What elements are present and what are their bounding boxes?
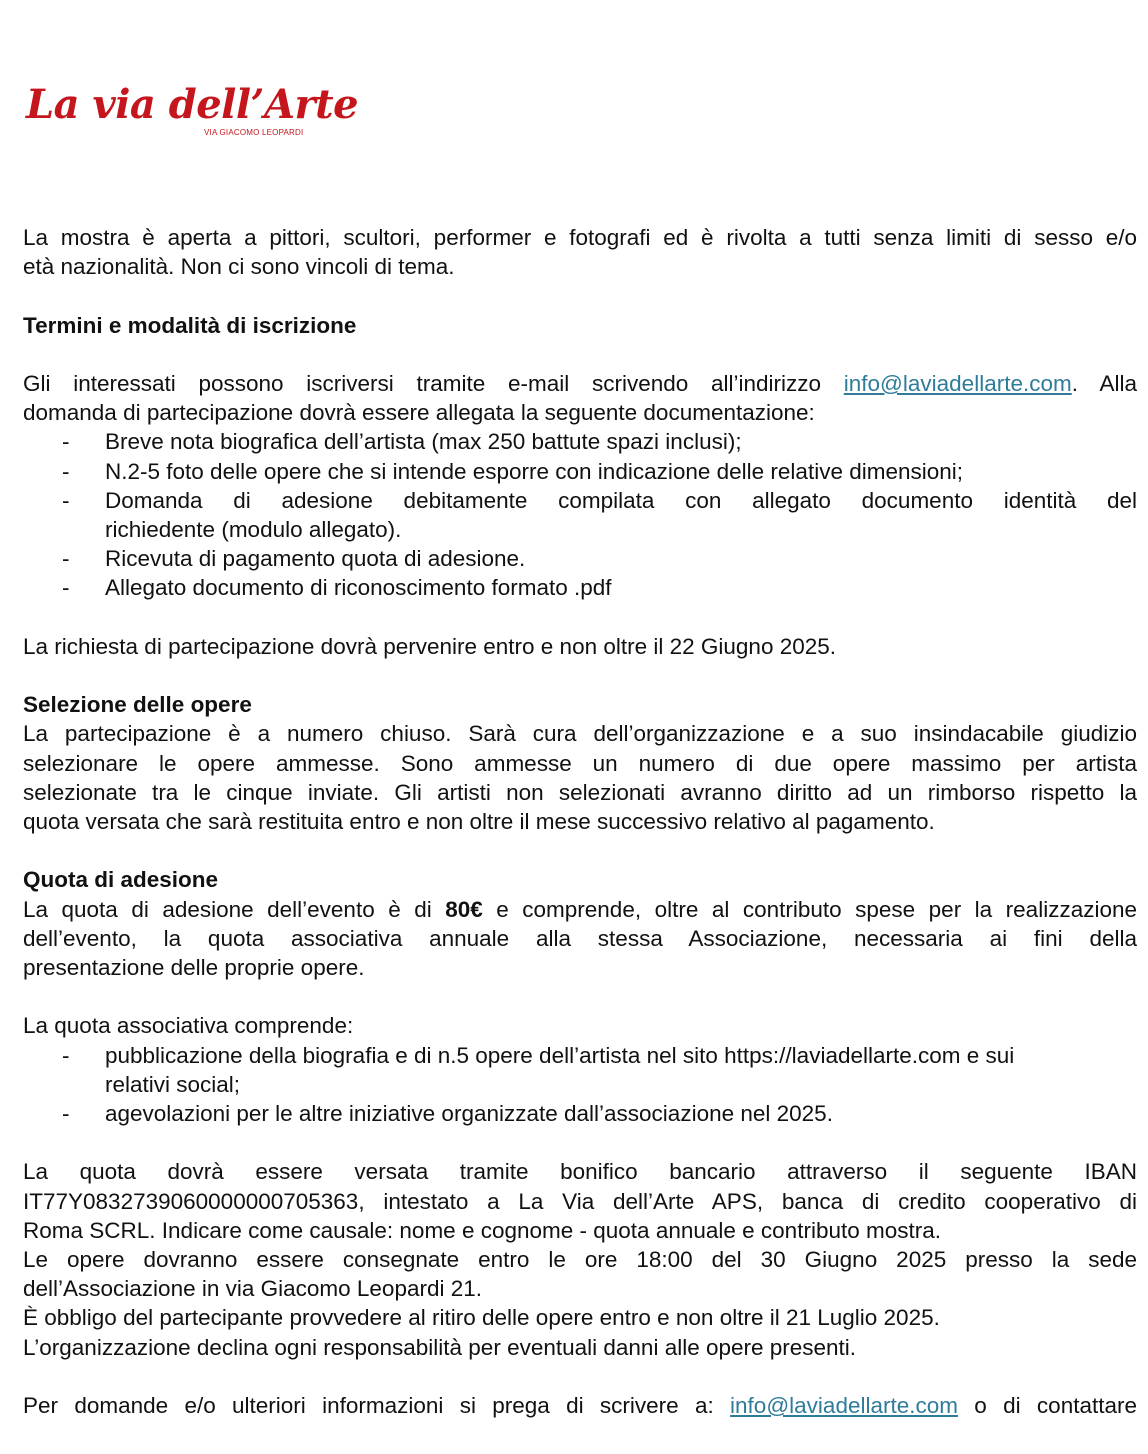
iscrizione-paragraph-line-1 xyxy=(23,369,1137,398)
list-item-continuation xyxy=(23,515,1137,544)
pagamento-line: La quota dovrà essere versata tramite bonifico bancario attraverso il seguente IBAN xyxy=(23,1159,1137,1185)
logo xyxy=(26,81,359,142)
pagamento-line: Roma SCRL. Indicare come causale: nome e cognome - quota annuale e contributo mostra. xyxy=(23,1217,941,1243)
contatti-text: Per domande e/o ulteriori informazioni si prega di scrivere a: xyxy=(23,1393,731,1418)
iscrizione-text-after: . Alla xyxy=(1071,370,1137,396)
pagamento-line: L’organizzazione declina ogni responsabilità per eventuali danni alle opere presenti. xyxy=(23,1334,857,1360)
list-item-continuation xyxy=(23,1070,1137,1099)
documentation-list xyxy=(23,427,1137,602)
selezione-line: quota versata che sarà restituita entro e non oltre il mese successivo relativo al pagamento. xyxy=(23,809,935,834)
email-link[interactable]: info@laviadellarte.com xyxy=(843,370,1072,396)
list-item-continuation-text: richiedente (modulo allegato). xyxy=(105,517,402,542)
intro-line-1: La mostra è aperta a pittori, scultori, performer e fotografi ed è rivolta a tutti senza limiti di sesso e/o xyxy=(23,225,1137,250)
contatti-line xyxy=(23,1391,1137,1420)
list-item: - pubblicazione della biografia e di n.5 opere dell’artista nel sito https://laviadellarte.com e sui xyxy=(23,1041,1137,1070)
pagamento-line: dell’Associazione in via Giacomo Leopardi 21. xyxy=(23,1276,483,1302)
section-heading-iscrizione: Termini e modalità di iscrizione xyxy=(23,312,357,338)
quota-line-3: presentazione delle proprie opere. xyxy=(23,955,365,980)
list-item: - Allegato documento di riconoscimento formato .pdf xyxy=(23,573,1137,602)
quota-line-2: dell’evento, la quota associativa annuale alla stessa Associazione, necessaria ai fini della xyxy=(23,925,1137,951)
iscrizione-text: Gli interessati possono iscriversi tramite e-mail scrivendo all’indirizzo xyxy=(23,370,844,396)
selezione-line: selezionate tra le cinque inviate. Gli artisti non selezionati avranno diritto ad un rimborso rispetto la xyxy=(23,779,1137,805)
section-heading-selezione: Selezione delle opere xyxy=(23,692,252,718)
quota-text-after: e comprende, oltre al contributo spese per la realizzazione xyxy=(482,896,1137,922)
pagamento-line: IT77Y0832739060000000705363, intestato a La Via dell’Arte APS, banca di credito cooperativo di xyxy=(23,1188,1137,1214)
document-body xyxy=(23,223,1137,1420)
selezione-line: selezionare le opere ammesse. Sono ammesse un numero di due opere massimo per artista xyxy=(23,750,1137,776)
list-item: - Ricevuta di pagamento quota di adesione. xyxy=(23,544,1137,573)
selezione-line: La partecipazione è a numero chiuso. Sarà cura dell’organizzazione e a suo insindacabile giudizio xyxy=(23,721,1137,747)
email-link[interactable]: info@laviadellarte.com xyxy=(730,1393,958,1418)
intro-line-2: età nazionalità. Non ci sono vincoli di tema. xyxy=(23,254,455,280)
deadline-text: La richiesta di partecipazione dovrà pervenire entro e non oltre il 22 Giugno 2025. xyxy=(23,633,837,659)
section-heading-quota: Quota di adesione xyxy=(23,867,219,893)
pagamento-line: È obbligo del partecipante provvedere al ritiro delle opere entro e non oltre il 21 Luglio 2025. xyxy=(23,1305,940,1331)
quota-comprende-intro: La quota associativa comprende: xyxy=(23,1013,354,1039)
quota-text: La quota di adesione dell’evento è di xyxy=(23,896,446,922)
contatti-text-after: o di contattare xyxy=(958,1393,1137,1418)
quota-amount: 80€ xyxy=(445,896,483,922)
quota-comprende-list xyxy=(23,1041,1137,1129)
list-item-continuation-text: relativi social; xyxy=(105,1071,241,1097)
list-item: - N.2-5 foto delle opere che si intende esporre con indicazione delle relative dimensioni; xyxy=(23,457,1137,486)
list-item: - Breve nota biografica dell’artista (max 250 battute spazi inclusi); xyxy=(23,427,1137,456)
quota-line-1 xyxy=(23,895,1137,924)
iscrizione-paragraph-line-2: domanda di partecipazione dovrà essere allegata la seguente documentazione: xyxy=(23,400,815,426)
logo-title: La via dell’Arte xyxy=(26,81,359,128)
pagamento-line: Le opere dovranno essere consegnate entro le ore 18:00 del 30 Giugno 2025 presso la sede xyxy=(23,1247,1137,1272)
list-item: - Domanda di adesione debitamente compilata con allegato documento identità del xyxy=(23,486,1137,515)
logo-subtitle: VIA GIACOMO LEOPARDI xyxy=(204,128,304,137)
list-item: - agevolazioni per le altre iniziative organizzate dall’associazione nel 2025. xyxy=(23,1099,1137,1128)
